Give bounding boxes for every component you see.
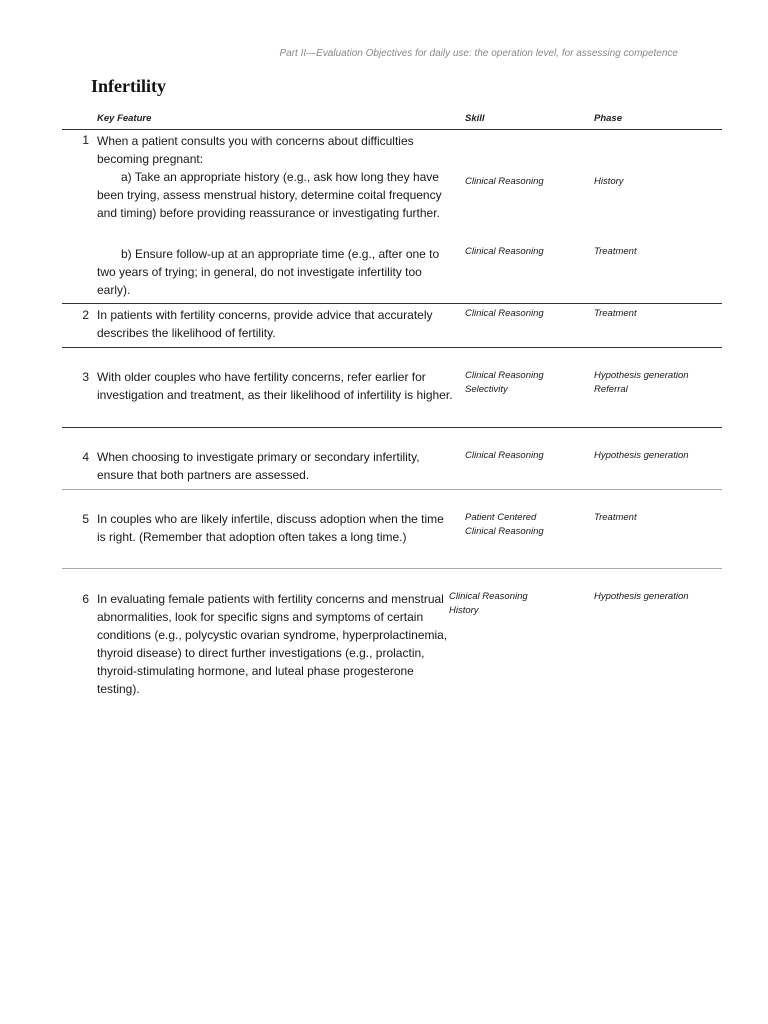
row-number: 3 bbox=[82, 370, 89, 384]
skill-label: Selectivity bbox=[465, 384, 508, 395]
skill-label: History bbox=[449, 605, 479, 616]
running-header: Part II—Evaluation Objectives for daily use: the operation level, for assessing competence bbox=[279, 48, 678, 59]
skill-label: Clinical Reasoning bbox=[465, 370, 544, 381]
row-divider bbox=[62, 427, 722, 428]
phase-label: Hypothesis generation bbox=[594, 450, 689, 461]
skill-label: Patient Centered bbox=[465, 512, 537, 523]
key-feature-text: With older couples who have fertility concerns, refer earlier for investigation and treatment, as their likelihood of infertility is higher. bbox=[97, 370, 453, 402]
skill-label: Clinical Reasoning bbox=[465, 308, 544, 319]
phase-label: Treatment bbox=[594, 512, 637, 523]
row-divider bbox=[62, 568, 722, 569]
key-feature-part-b: b) Ensure follow-up at an appropriate time (e.g., after one to two years of trying; in general, do not investigate infertility too early). bbox=[97, 247, 440, 297]
key-feature-intro: When a patient consults you with concerns about difficulties becoming pregnant: bbox=[97, 134, 414, 166]
key-feature-text: In evaluating female patients with fertility concerns and menstrual abnormalities, look for specific signs and symptoms of certain conditions (e.g., polycystic ovarian syndrome, hyperprolactinemia, thyroid disease) to direct further investigations (e.g., prolactin, thyroid-stimulating hormone, and luteal phase progesterone testing). bbox=[97, 592, 448, 696]
phase-cell bbox=[594, 175, 624, 189]
row-number: 1 bbox=[82, 133, 89, 147]
skill-cell bbox=[465, 449, 544, 463]
phase-label: History bbox=[594, 176, 624, 187]
row-divider bbox=[62, 347, 722, 348]
section-title: Infertility bbox=[91, 76, 166, 96]
skill-cell bbox=[449, 590, 528, 618]
skill-label: Clinical Reasoning bbox=[465, 246, 544, 257]
phase-cell bbox=[594, 307, 637, 321]
row-number: 2 bbox=[82, 308, 89, 322]
key-feature-text: In patients with fertility concerns, provide advice that accurately describes the likelihood of fertility. bbox=[97, 308, 433, 340]
skill-cell bbox=[465, 511, 544, 539]
header-rule bbox=[62, 129, 722, 130]
key-feature-part-a: a) Take an appropriate history (e.g., ask how long they have been trying, assess menstrual history, determine coital frequency and timing) before providing reassurance or investigating further. bbox=[97, 170, 442, 220]
row-divider bbox=[62, 303, 722, 304]
phase-cell bbox=[594, 511, 637, 525]
row-number: 5 bbox=[82, 512, 89, 526]
skill-label: Clinical Reasoning bbox=[465, 526, 544, 537]
phase-label: Hypothesis generation bbox=[594, 370, 689, 381]
key-feature-text: When choosing to investigate primary or secondary infertility, ensure that both partners are assessed. bbox=[97, 450, 420, 482]
phase-cell bbox=[594, 245, 637, 259]
skill-cell bbox=[465, 369, 544, 397]
skill-label: Clinical Reasoning bbox=[449, 591, 528, 602]
skill-cell bbox=[465, 175, 544, 189]
column-header-phase: Phase bbox=[594, 113, 622, 124]
phase-cell bbox=[594, 449, 689, 463]
skill-label: Clinical Reasoning bbox=[465, 176, 544, 187]
row-number: 4 bbox=[82, 450, 89, 464]
row-number: 6 bbox=[82, 592, 89, 606]
column-header-skill: Skill bbox=[465, 113, 485, 124]
row-divider bbox=[62, 489, 722, 490]
skill-cell bbox=[465, 307, 544, 321]
phase-label: Referral bbox=[594, 384, 628, 395]
phase-label: Hypothesis generation bbox=[594, 591, 689, 602]
phase-label: Treatment bbox=[594, 308, 637, 319]
phase-cell bbox=[594, 590, 689, 604]
phase-label: Treatment bbox=[594, 246, 637, 257]
key-feature-text: In couples who are likely infertile, discuss adoption when the time is right. (Remember that adoption often takes a long time.) bbox=[97, 512, 444, 544]
skill-cell bbox=[465, 245, 544, 259]
phase-cell bbox=[594, 369, 689, 397]
column-header-key-feature: Key Feature bbox=[97, 113, 152, 124]
skill-label: Clinical Reasoning bbox=[465, 450, 544, 461]
